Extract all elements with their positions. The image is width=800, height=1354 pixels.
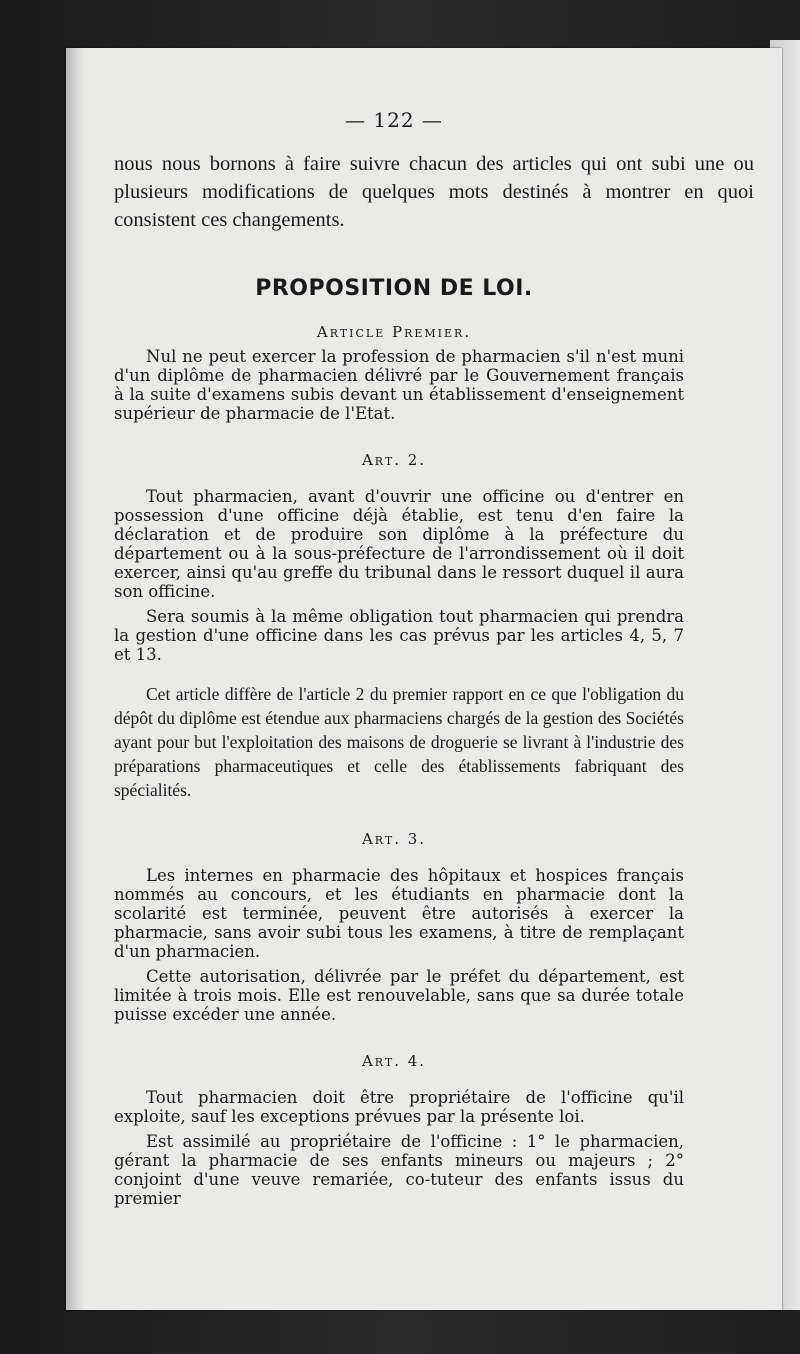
page-number: — 122 — (345, 108, 443, 132)
article-paragraph: Tout pharmacien doit être propriétaire de l'officine qu'il exploite, sauf les exceptions prévues par la présente loi. (114, 1088, 684, 1126)
commentary-paragraph: Cet article diffère de l'article 2 du premier rapport en ce que l'obligation du dépôt du diplôme est étendue aux pharmaciens chargés de la gestion des Sociétés ayant pour but l'exploitation des maisons de droguerie se livrant à l'industrie des préparations pharmaceutiques et celle des établissements fabriquant des spécialités. (114, 684, 684, 800)
article-heading: Art. 4. (361, 1052, 427, 1070)
article-paragraph: Tout pharmacien, avant d'ouvrir une officine ou d'entrer en possession d'une officine déjà établie, est tenu d'en faire la déclaration et de produire son diplôme à la préfecture du département ou à la sous-préfecture de l'arrondissement où il doit exercer, ainsi qu'au greffe du tribunal dans le ressort duquel il aura son officine. (114, 487, 684, 601)
page-spine-shadow (66, 48, 84, 1310)
article-paragraph: Cette autorisation, délivrée par le préfet du département, est limitée à trois mois. Elle est renouvelable, sans que sa durée totale puisse excéder une année. (114, 967, 684, 1024)
article-heading: Art. 3. (361, 830, 427, 848)
page-content (114, 108, 754, 1208)
intro-paragraph: nous nous bornons à faire suivre chacun des articles qui ont subi une ou plusieurs modifications de quelques mots destinés à montrer en quoi consistent ces changements. (114, 153, 754, 231)
article-paragraph: Les internes en pharmacie des hôpitaux et hospices français nommés au concours, et les étudiants en pharmacie dont la scolarité est terminée, peuvent être autorisés à exercer la pharmacie, sans avoir subi tous les examens, à titre de remplaçant d'un pharmacien. (114, 866, 684, 961)
article-paragraph: Nul ne peut exercer la profession de pharmacien s'il n'est muni d'un diplôme de pharmacien délivré par le Gouvernement français à la suite d'examens subis devant un établissement d'enseignement supérieur de pharmacie de l'Etat. (114, 347, 684, 423)
article-paragraph: Est assimilé au propriétaire de l'officine : 1° le pharmacien, gérant la pharmacie de ses enfants mineurs ou majeurs ; 2° conjoint d'une veuve remariée, co-tuteur des enfants issus du premier (114, 1132, 684, 1208)
article-paragraph: Sera soumis à la même obligation tout pharmacien qui prendra la gestion d'une officine dans les cas prévus par les articles 4, 5, 7 et 13. (114, 607, 684, 664)
article-heading: Article Premier. (316, 323, 472, 341)
article-heading: Art. 2. (361, 451, 427, 469)
section-title: PROPOSITION DE LOI. (255, 276, 533, 301)
